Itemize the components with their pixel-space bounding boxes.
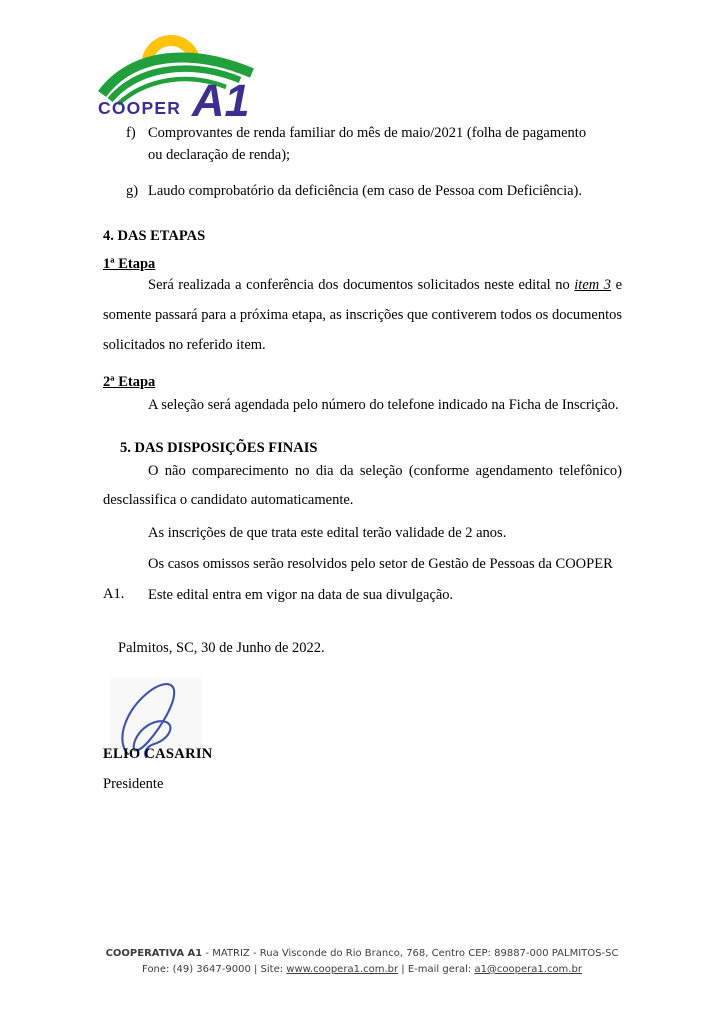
- paragraph-text: e somente passará para a próxima etapa, as inscrições que contiverem todos os documentos solicitados no referido item.: [103, 277, 623, 353]
- page-footer: [0, 946, 724, 978]
- email-link[interactable]: a1@coopera1.com.br: [474, 964, 582, 975]
- list-marker: f): [126, 125, 136, 141]
- list-item-f: [126, 122, 596, 166]
- footer-address-text: - MATRIZ - Rua Visconde do Rio Branco, 768, Centro CEP: 89887-000 PALMITOS-SC: [202, 948, 619, 959]
- paragraph-etapa-1: [103, 270, 622, 360]
- document-list: [126, 122, 596, 216]
- cooper-a1-logo-graphic: [98, 30, 270, 120]
- subheading-etapa-2: 2ª Etapa: [103, 374, 156, 390]
- list-item-text: Comprovantes de renda familiar do mês de maio/2021 (folha de pagamento ou declaração de renda);: [148, 125, 587, 164]
- item-3-reference: item 3: [574, 277, 612, 293]
- logo-a1-text: A1: [192, 75, 250, 120]
- paragraph-etapa-2: A seleção será agendada pelo número do telefone indicado na Ficha de Inscrição.: [148, 397, 619, 413]
- signer-title: Presidente: [103, 776, 164, 792]
- logo-cooper-text: COOPER: [98, 98, 182, 118]
- paragraph-text: Será realizada a conferência dos documentos solicitados neste edital no: [148, 277, 575, 293]
- paragraph-finais-2: As inscrições de que trata este edital terão validade de 2 anos.: [148, 525, 507, 541]
- paragraph-finais-1: O não comparecimento no dia da seleção (conforme agendamento telefônico) desclassifica o candidato automaticamente.: [103, 463, 622, 508]
- footer-company-name: COOPERATIVA A1: [105, 948, 203, 959]
- footer-address-line: [0, 946, 724, 962]
- list-marker: g): [126, 183, 139, 200]
- date-place-line: Palmitos, SC, 30 de Junho de 2022.: [118, 640, 325, 656]
- footer-email-label: | E-mail geral:: [398, 964, 475, 975]
- paragraph-finais-4: Este edital entra em vigor na data de sua divulgação.: [148, 587, 454, 603]
- signer-name: ELIO CASARIN: [103, 746, 213, 762]
- paragraph-finais-3: Os casos omissos serão resolvidos pelo setor de Gestão de Pessoas da COOPER A1.: [103, 556, 613, 602]
- footer-contact-line: [0, 962, 724, 978]
- section-heading-etapas: 4. DAS ETAPAS: [103, 228, 206, 244]
- footer-phone-text: Fone: (49) 3647-9000 | Site:: [142, 964, 287, 975]
- section-heading-disposicoes-finais: 5. DAS DISPOSIÇÕES FINAIS: [120, 440, 318, 456]
- list-item-g: [126, 180, 596, 202]
- list-item-text: Laudo comprobatório da deficiência (em caso de Pessoa com Deficiência).: [148, 183, 583, 200]
- cooper-a1-logo: [98, 30, 270, 120]
- subheading-etapa-1: 1ª Etapa: [103, 256, 156, 272]
- site-link[interactable]: www.coopera1.com.br: [286, 964, 399, 975]
